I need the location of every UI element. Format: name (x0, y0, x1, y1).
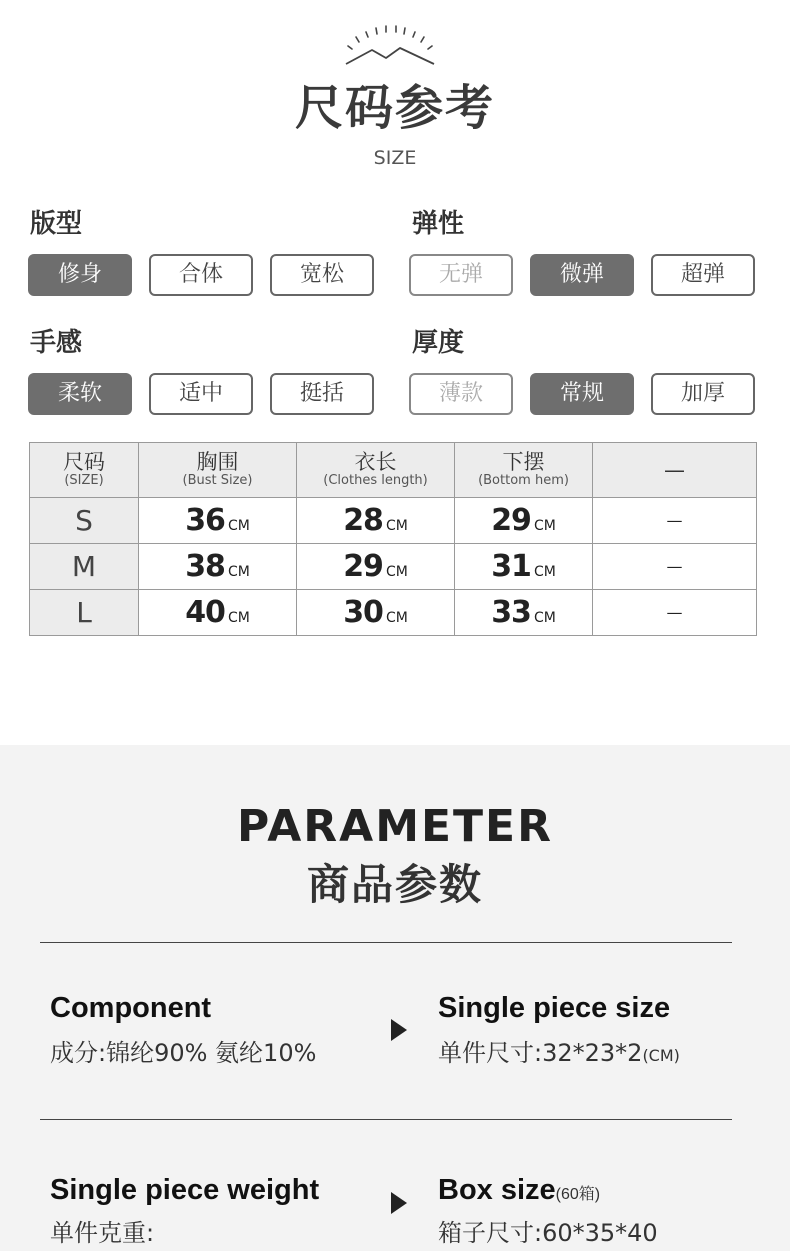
thickness-option-thin: 薄款 (409, 373, 513, 415)
table-header-row (30, 443, 757, 498)
elasticity-label: 弹性 (412, 209, 465, 239)
header-cell-hem: 下摆 (Bottom hem) (455, 443, 593, 498)
single-piece-size-value: 单件尺寸:32*23*2(CM) (438, 1039, 680, 1067)
fit-label: 版型 (30, 209, 83, 239)
box-size-label: Box size(60箱) (438, 1174, 601, 1206)
size-table (29, 442, 757, 636)
bust-cell: 38 CM (139, 544, 297, 590)
elasticity-option-slight: 微弹 (530, 254, 634, 296)
elasticity-option-high: 超弹 (651, 254, 755, 296)
single-piece-weight-value: 单件克重: (50, 1219, 155, 1247)
component-label: Component (50, 992, 212, 1024)
elasticity-option-none: 无弹 (409, 254, 513, 296)
hem-cell: 31 CM (455, 544, 593, 590)
triangle-right-icon (391, 1019, 407, 1041)
bust-cell: 36 CM (139, 498, 297, 544)
page-title: 尺码参考 (294, 80, 495, 136)
thickness-option-normal: 常规 (530, 373, 634, 415)
sunrise-mountain-icon (340, 22, 440, 68)
single-piece-size-label: Single piece size (438, 992, 671, 1024)
header-cell-bust: 胸围 (Bust Size) (139, 443, 297, 498)
table-row (30, 544, 757, 590)
divider (40, 942, 732, 943)
feel-option-soft: 柔软 (28, 373, 132, 415)
hem-cell: 33 CM (455, 590, 593, 636)
extra-cell: — (593, 590, 757, 636)
triangle-right-icon (391, 1192, 407, 1214)
component-value: 成分:锦纶90% 氨纶10% (50, 1039, 317, 1067)
size-cell: S (30, 498, 139, 544)
size-cell: L (30, 590, 139, 636)
bust-cell: 40 CM (139, 590, 297, 636)
size-cell: M (30, 544, 139, 590)
length-cell: 29 CM (297, 544, 455, 590)
length-cell: 30 CM (297, 590, 455, 636)
page-subtitle: SIZE (373, 147, 417, 169)
header-cell-length: 衣长 (Clothes length) (297, 443, 455, 498)
extra-cell: — (593, 498, 757, 544)
extra-cell: — (593, 544, 757, 590)
table-row (30, 498, 757, 544)
box-size-value: 箱子尺寸:60*35*40 (438, 1219, 658, 1247)
divider (40, 1119, 732, 1120)
hem-cell: 29 CM (455, 498, 593, 544)
header-cell-extra: — (593, 443, 757, 498)
feel-label: 手感 (30, 328, 83, 358)
fit-option-loose: 宽松 (270, 254, 374, 296)
single-piece-weight-label: Single piece weight (50, 1174, 320, 1206)
thickness-option-thick: 加厚 (651, 373, 755, 415)
feel-option-medium: 适中 (149, 373, 253, 415)
thickness-label: 厚度 (412, 328, 465, 358)
feel-option-stiff: 挺括 (270, 373, 374, 415)
length-cell: 28 CM (297, 498, 455, 544)
parameter-title: PARAMETER (237, 801, 553, 852)
fit-option-slim: 修身 (28, 254, 132, 296)
table-row (30, 590, 757, 636)
fit-option-regular: 合体 (149, 254, 253, 296)
header-cell-size: 尺码 (SIZE) (30, 443, 139, 498)
parameter-subtitle: 商品参数 (306, 860, 483, 909)
